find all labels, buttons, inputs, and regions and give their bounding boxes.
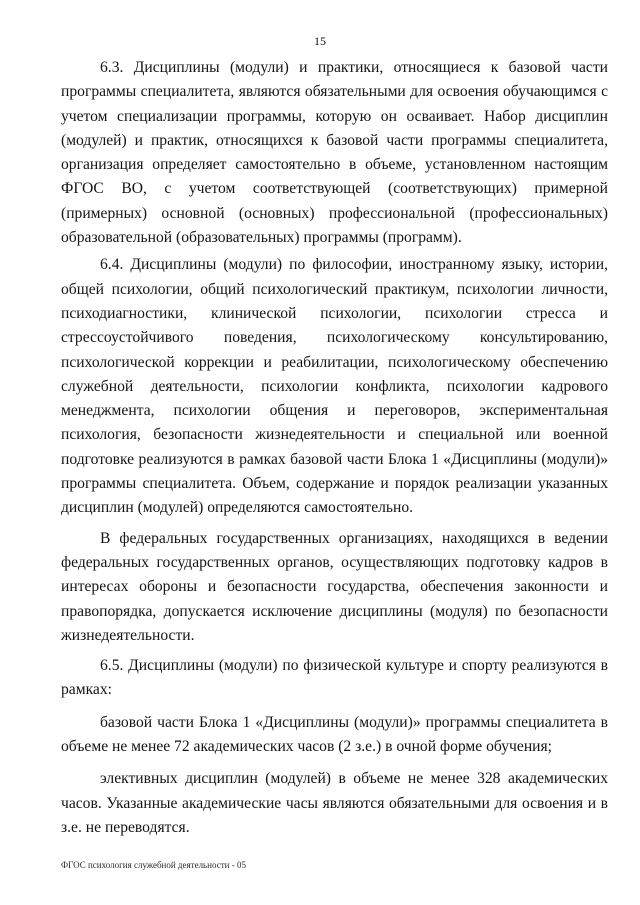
paragraph-6-4: 6.4. Дисциплины (модули) по философии, иностранному языку, истории, общей психологии, общий психологический практикум, психологии личности, психодиагностики, клинической психологии, психологии стресса и стрессоустойчивого поведения, психологическому консультированию, психологической коррекции и реабилитации, психологическому обеспечению служебной деятельности, психологии конфликта, психологии кадрового менеджмента, психологии общения и переговоров, экспериментальная психология, безопасности жизнедеятельности и специальной или военной подготовке реализуются в рамках базовой части Блока 1 «Дисциплины (модули)» программы специалитета. Объем, содержание и порядок реализации указанных дисциплин (модулей) определяются самостоятельно. bbox=[61, 256, 608, 517]
paragraph-6-5: 6.5. Дисциплины (модули) по физической культуре и спорту реализуются в рамках: bbox=[61, 657, 608, 699]
paragraph-federal-organizations: В федеральных государственных организациях, находящихся в ведении федеральных государственных органов, осуществляющих подготовку кадров в интересах обороны и безопасности государства, обеспечения законности и правопорядка, допускается исключение дисциплины (модуля) по безопасности жизнедеятельности. bbox=[61, 529, 608, 644]
paragraph-base-part-hours: базовой части Блока 1 «Дисциплины (модули)» программы специалитета в объеме не менее 72 академических часов (2 з.е.) в очной форме обучения; bbox=[61, 713, 608, 756]
document-footer: ФГОС психология служебной деятельности - 05 bbox=[61, 860, 246, 870]
paragraph-elective-hours: элективных дисциплин (модулей) в объеме не менее 328 академических часов. Указанные академические часы являются обязательными для освоения и в з.е. не переводятся. bbox=[61, 770, 608, 836]
paragraph-6-3: 6.3. Дисциплины (модули) и практики, относящиеся к базовой части программы специалитета, являются обязательными для освоения обучающимся с учетом специализации программы, которую он осваивает. Набор дисциплин (модулей) и практик, относящихся к базовой части программы специалитета, организация определяет самостоятельно в объеме, установленном настоящим ФГОС ВО, с учетом соответствующей (соответствующих) примерной (примерных) основной (основных) профессиональной (профессиональных) образовательной (образовательных) программы (программ). bbox=[61, 59, 608, 247]
page-number: 15 bbox=[314, 34, 326, 48]
document-body bbox=[61, 56, 608, 840]
